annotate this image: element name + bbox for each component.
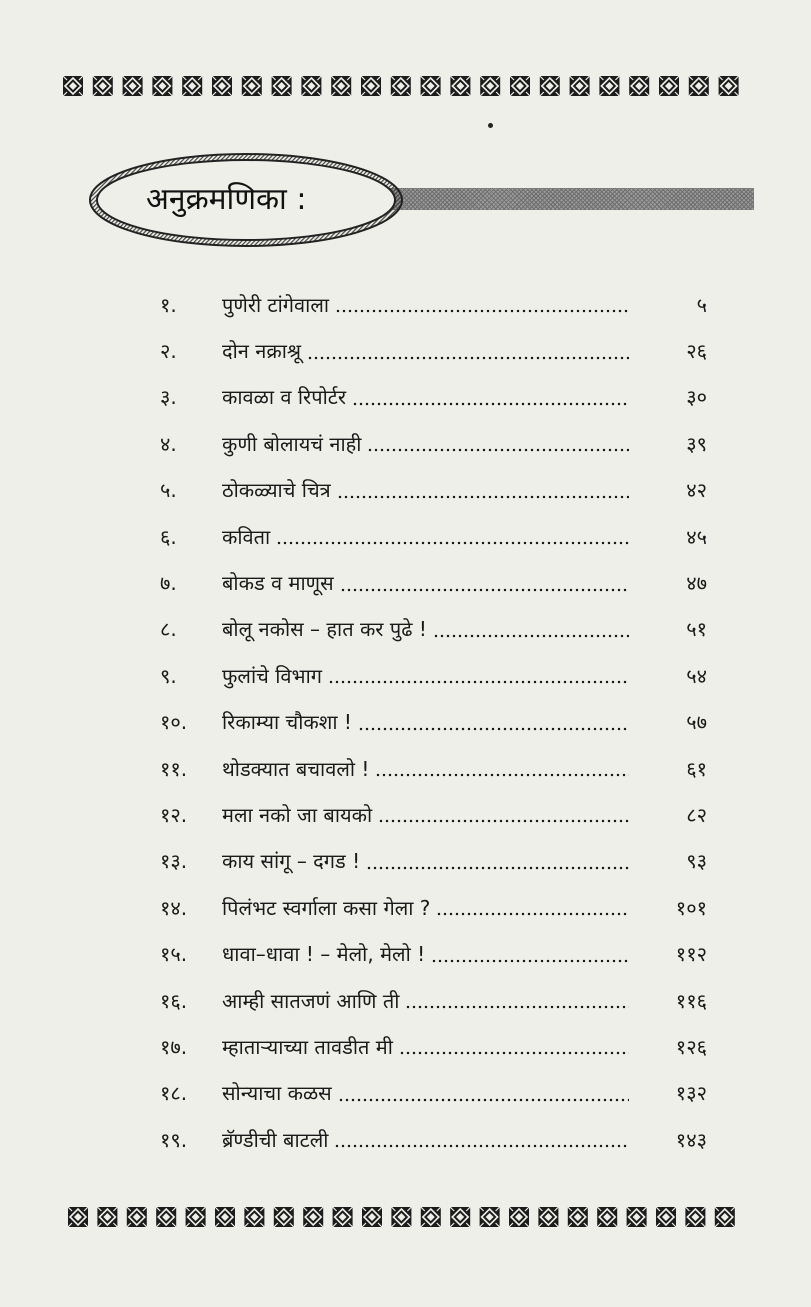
toc-entry [152, 745, 707, 791]
toc-entry-title: थोडक्यात बचावलो ! [222, 756, 370, 781]
toc-entry-page: ५७ [686, 710, 707, 735]
toc-entry-page: ११६ [675, 988, 707, 1013]
toc-entry-number: १३. [160, 849, 188, 874]
ornament-motif [479, 1207, 499, 1227]
ornament-motif [303, 1207, 323, 1227]
ornament-motif [714, 1207, 734, 1227]
dot-leader [405, 990, 629, 1010]
ornament-motif [126, 1207, 146, 1227]
toc-entry [152, 513, 707, 559]
toc-entry-page: ५ [696, 292, 707, 317]
toc-entry [152, 884, 707, 930]
dot-leader [433, 619, 629, 639]
ornament-motif [480, 76, 500, 96]
toc-entry-number: २. [160, 339, 177, 364]
toc-entry-title: कविता [222, 524, 271, 549]
toc-entry [152, 1070, 707, 1116]
toc-entry-number: १०. [160, 710, 188, 735]
toc-entry-page: ४२ [686, 478, 707, 503]
toc-entry [152, 977, 707, 1023]
toc-heading-block [86, 150, 754, 250]
toc-entry-page: ८२ [686, 802, 707, 827]
toc-entry-number: १९. [160, 1127, 188, 1152]
bottom-ornamental-border [0, 1204, 811, 1230]
toc-entry-number: १५. [160, 942, 188, 967]
ornament-motif [271, 76, 291, 96]
ornament-motif [331, 76, 351, 96]
toc-entry-title: फुलांचे विभाग [222, 663, 323, 688]
dot-leader [358, 712, 629, 732]
toc-entry-page: ४७ [686, 571, 707, 596]
toc-entry [152, 559, 707, 605]
ornament-motif [718, 76, 738, 96]
ornament-motif [688, 76, 708, 96]
toc-entry-number: ८. [160, 617, 177, 642]
toc-entry [152, 1116, 707, 1162]
toc-entry [152, 1023, 707, 1069]
ornament-motif [92, 76, 112, 96]
toc-entry-number: ५. [160, 478, 177, 503]
dot-leader [340, 573, 629, 593]
toc-entry-page: ३० [686, 385, 707, 410]
dot-leader [276, 526, 629, 546]
toc-entry [152, 374, 707, 420]
toc-entry-title: धावा–धावा ! – मेलो, मेलो ! [222, 942, 426, 967]
toc-entry-page: १२६ [675, 1034, 707, 1059]
toc-entry-title: ब्रॅण्डीची बाटली [222, 1127, 329, 1152]
dot-leader [431, 944, 629, 964]
toc-entry [152, 699, 707, 745]
dot-leader [352, 387, 629, 407]
ornament-motif [390, 76, 410, 96]
ornament-motif [241, 76, 261, 96]
dot-leader [367, 433, 629, 453]
ornament-motif [597, 1207, 617, 1227]
toc-entry [152, 327, 707, 373]
ornament-motif [63, 76, 83, 96]
toc-entry-page: ४५ [686, 524, 707, 549]
toc-entry [152, 838, 707, 884]
ornament-motif [420, 1207, 440, 1227]
ornament-motif [332, 1207, 352, 1227]
ornament-motif [68, 1207, 88, 1227]
dot-leader [375, 758, 629, 778]
toc-entry-page: ९३ [686, 849, 707, 874]
toc-entry-title: बोलू नकोस – हात कर पुढे ! [222, 617, 427, 642]
ornament-row-icon [61, 73, 751, 99]
toc-entry [152, 652, 707, 698]
toc-entry-title: ठोकळ्याचे चित्र [222, 478, 331, 503]
ornament-motif [626, 1207, 646, 1227]
ornament-motif [185, 1207, 205, 1227]
ornament-motif [599, 76, 619, 96]
toc-entry-title: रिकाम्या चौकशा ! [222, 710, 352, 735]
toc-entry-title: मला नको जा बायको [222, 802, 373, 827]
ink-dot [488, 123, 493, 128]
dot-leader [307, 341, 629, 361]
toc-entry-title: पुणेरी टांगेवाला [222, 292, 330, 317]
dot-leader [436, 897, 629, 917]
toc-entry-page: ५४ [686, 663, 707, 688]
toc-entry-title: पिलंभट स्वर्गाला कसा गेला ? [222, 895, 431, 920]
toc-entry-page: ६१ [686, 756, 707, 781]
toc-entry-number: ७. [160, 571, 177, 596]
ornament-motif [539, 76, 559, 96]
toc-entry-number: १. [160, 292, 177, 317]
toc-entry-page: १०१ [675, 895, 707, 920]
ornament-motif [215, 1207, 235, 1227]
toc-entry-number: १८. [160, 1081, 188, 1106]
ornament-motif [182, 76, 202, 96]
toc-heading: अनुक्रमणिका : [146, 182, 307, 217]
top-ornamental-border [0, 73, 811, 99]
toc-entry-page: ३९ [686, 431, 707, 456]
ornament-motif [450, 1207, 470, 1227]
toc-entry-number: १२. [160, 802, 188, 827]
ornament-motif [301, 76, 321, 96]
dot-leader [335, 294, 629, 314]
toc-entry-number: १७. [160, 1034, 188, 1059]
ornament-motif [450, 76, 470, 96]
toc-entry-title: सोन्याचा कळस [222, 1081, 332, 1106]
toc-entry-title: म्हाताऱ्याच्या तावडीत मी [222, 1034, 393, 1059]
toc-entry-title: दोन नक्राश्रू [222, 339, 302, 364]
toc-entry [152, 281, 707, 327]
toc-entry-number: ४. [160, 431, 177, 456]
toc-entry-title: काय सांगू – दगड ! [222, 849, 361, 874]
ornament-motif [569, 76, 589, 96]
dot-leader [378, 804, 629, 824]
toc-entry-number: ३. [160, 385, 177, 410]
ornament-motif [510, 76, 530, 96]
dot-leader [328, 665, 629, 685]
toc-entry [152, 606, 707, 652]
toc-entry [152, 930, 707, 976]
ornament-motif [273, 1207, 293, 1227]
toc-entry-page: १४३ [675, 1127, 707, 1152]
ornament-motif [420, 76, 440, 96]
ornament-motif [509, 1207, 529, 1227]
dot-leader [337, 480, 629, 500]
ornament-motif [629, 76, 649, 96]
toc-entry-title: आम्ही सातजणं आणि ती [222, 988, 400, 1013]
dot-leader [338, 1083, 629, 1103]
ornament-motif [685, 1207, 705, 1227]
ornament-motif [538, 1207, 558, 1227]
ornament-motif [122, 76, 142, 96]
toc-entry-title: कुणी बोलायचं नाही [222, 431, 362, 456]
toc-entry-number: १६. [160, 988, 188, 1013]
table-of-contents [152, 281, 707, 1162]
heading-hatched-bar [386, 188, 754, 210]
ornament-motif [97, 1207, 117, 1227]
toc-entry [152, 420, 707, 466]
ornament-motif [659, 76, 679, 96]
toc-entry-number: १४. [160, 895, 188, 920]
toc-entry-page: ५१ [686, 617, 707, 642]
toc-entry-page: ११२ [675, 942, 707, 967]
ornament-row-icon [66, 1204, 746, 1230]
ornament-motif [152, 76, 172, 96]
toc-entry-title: कावळा व रिपोर्टर [222, 385, 347, 410]
toc-entry-page: २६ [686, 339, 707, 364]
dot-leader [399, 1036, 629, 1056]
toc-entry-page: १३२ [675, 1081, 707, 1106]
ornament-motif [244, 1207, 264, 1227]
ornament-motif [156, 1207, 176, 1227]
toc-entry-title: बोकड व माणूस [222, 571, 334, 596]
toc-entry-number: ९. [160, 663, 177, 688]
ornament-motif [361, 76, 381, 96]
ornament-motif [362, 1207, 382, 1227]
toc-entry-number: ६. [160, 524, 177, 549]
dot-leader [366, 851, 629, 871]
ornament-motif [391, 1207, 411, 1227]
ornament-motif [212, 76, 232, 96]
ornament-motif [656, 1207, 676, 1227]
toc-entry [152, 791, 707, 837]
dot-leader [334, 1129, 629, 1149]
toc-entry [152, 467, 707, 513]
toc-entry-number: ११. [160, 756, 188, 781]
ornament-motif [567, 1207, 587, 1227]
